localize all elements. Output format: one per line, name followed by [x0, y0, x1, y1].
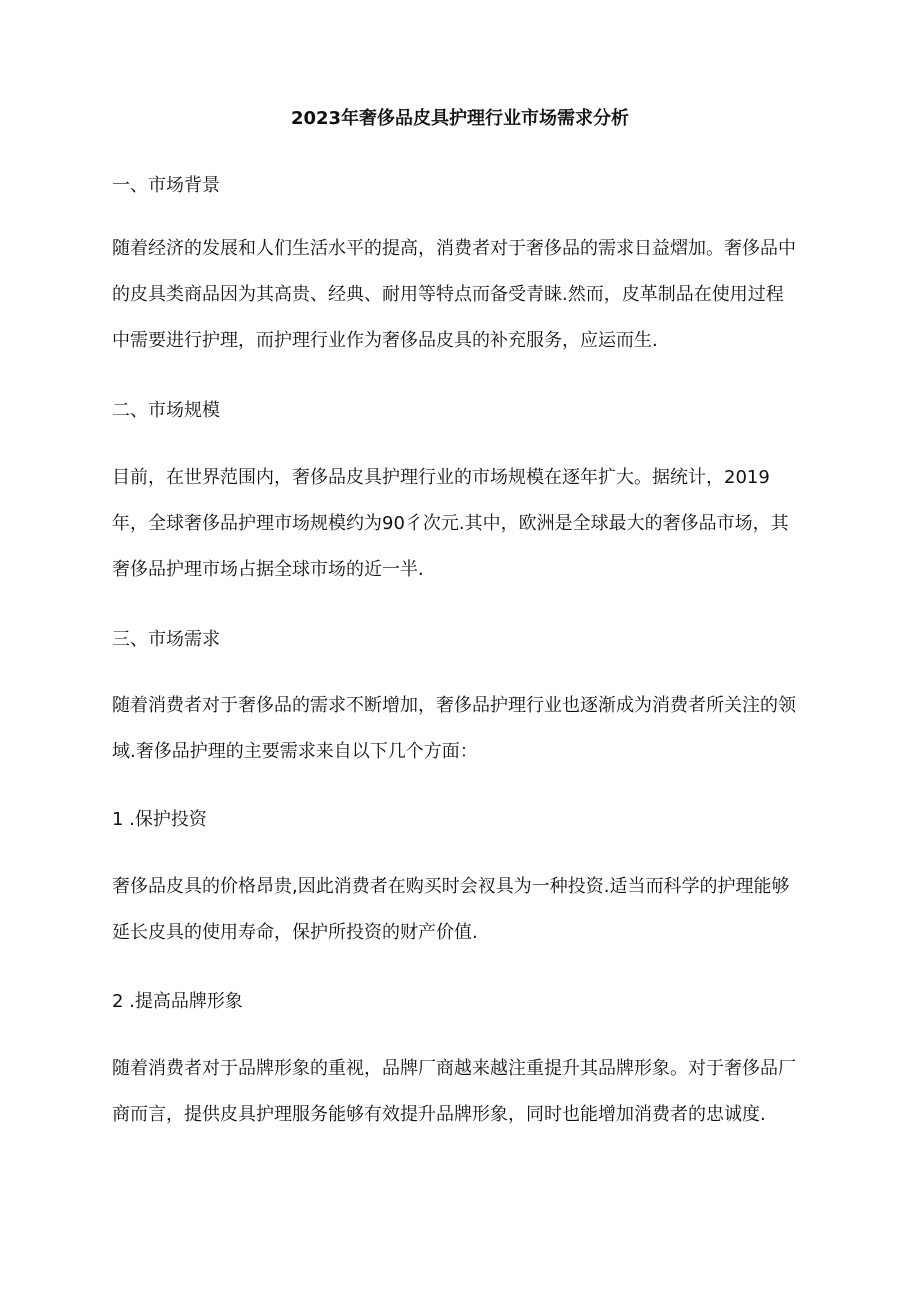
- paragraph-market-size: [112, 455, 832, 593]
- paragraph-line: 的皮具类商品因为其高贵、经典、耐用等特点而备受青睐.然而，皮革制品在使用过程: [112, 284, 784, 305]
- section-heading-market-size: 二、市场规模: [112, 400, 220, 421]
- paragraph-line: 随着经济的发展和人们生活水平的提高，消费者对于奢侈品的需求日益熠加。奢侈品中: [112, 238, 796, 259]
- section-heading-market-demand: 三、市场需求: [112, 629, 220, 650]
- section-heading-market-background: 一、市场背景: [112, 175, 220, 196]
- paragraph-line: 目前，在世界范围内，奢侈品皮具护理行业的市场规模在逐年扩大。据统计，2019: [112, 467, 770, 488]
- document-title: 2023年奢侈品皮具护理行业市场需求分析: [290, 108, 630, 129]
- paragraph-line: 域.奢侈品护理的主要需求来自以下几个方面：: [112, 741, 478, 762]
- paragraph-line: 奢侈品皮具的价格昂贵,因此消费者在购买时会衩具为一种投资.适当而科学的护理能够: [112, 876, 790, 897]
- paragraph-market-background: [112, 226, 832, 364]
- subheading-brand-image: 2 .提高品牌形象: [112, 991, 243, 1012]
- paragraph-line: 年，全球奢侈品护理市场规模约为90彳次元.其中，欧洲是全球最大的奢侈品市场，其: [112, 513, 789, 534]
- paragraph-line: 随着消费者对于品牌形象的重视，品牌厂商越来越注重提升其品牌形象。对于奢侈品厂: [112, 1058, 796, 1079]
- paragraph-line: 奢侈品护理市场占据全球市场的近一半.: [112, 559, 424, 580]
- paragraph-line: 随着消费者对于奢侈品的需求不断增加，奢侈品护理行业也逐渐成为消费者所关注的领: [112, 695, 796, 716]
- paragraph-line: 中需要进行护理，而护理行业作为奢侈品皮具的补充服务，应运而生.: [112, 330, 658, 351]
- paragraph-market-demand: [112, 683, 832, 775]
- paragraph-line: 延长皮具的使用寿命，保护所投资的财产价值.: [112, 922, 478, 943]
- paragraph-protect-investment: [112, 864, 832, 956]
- paragraph-brand-image: [112, 1046, 832, 1138]
- paragraph-line: 商而言，提供皮具护理服务能够有效提升品牌形象，同时也能增加消费者的忠诚度.: [112, 1104, 766, 1125]
- subheading-protect-investment: 1 .保护投资: [112, 809, 207, 830]
